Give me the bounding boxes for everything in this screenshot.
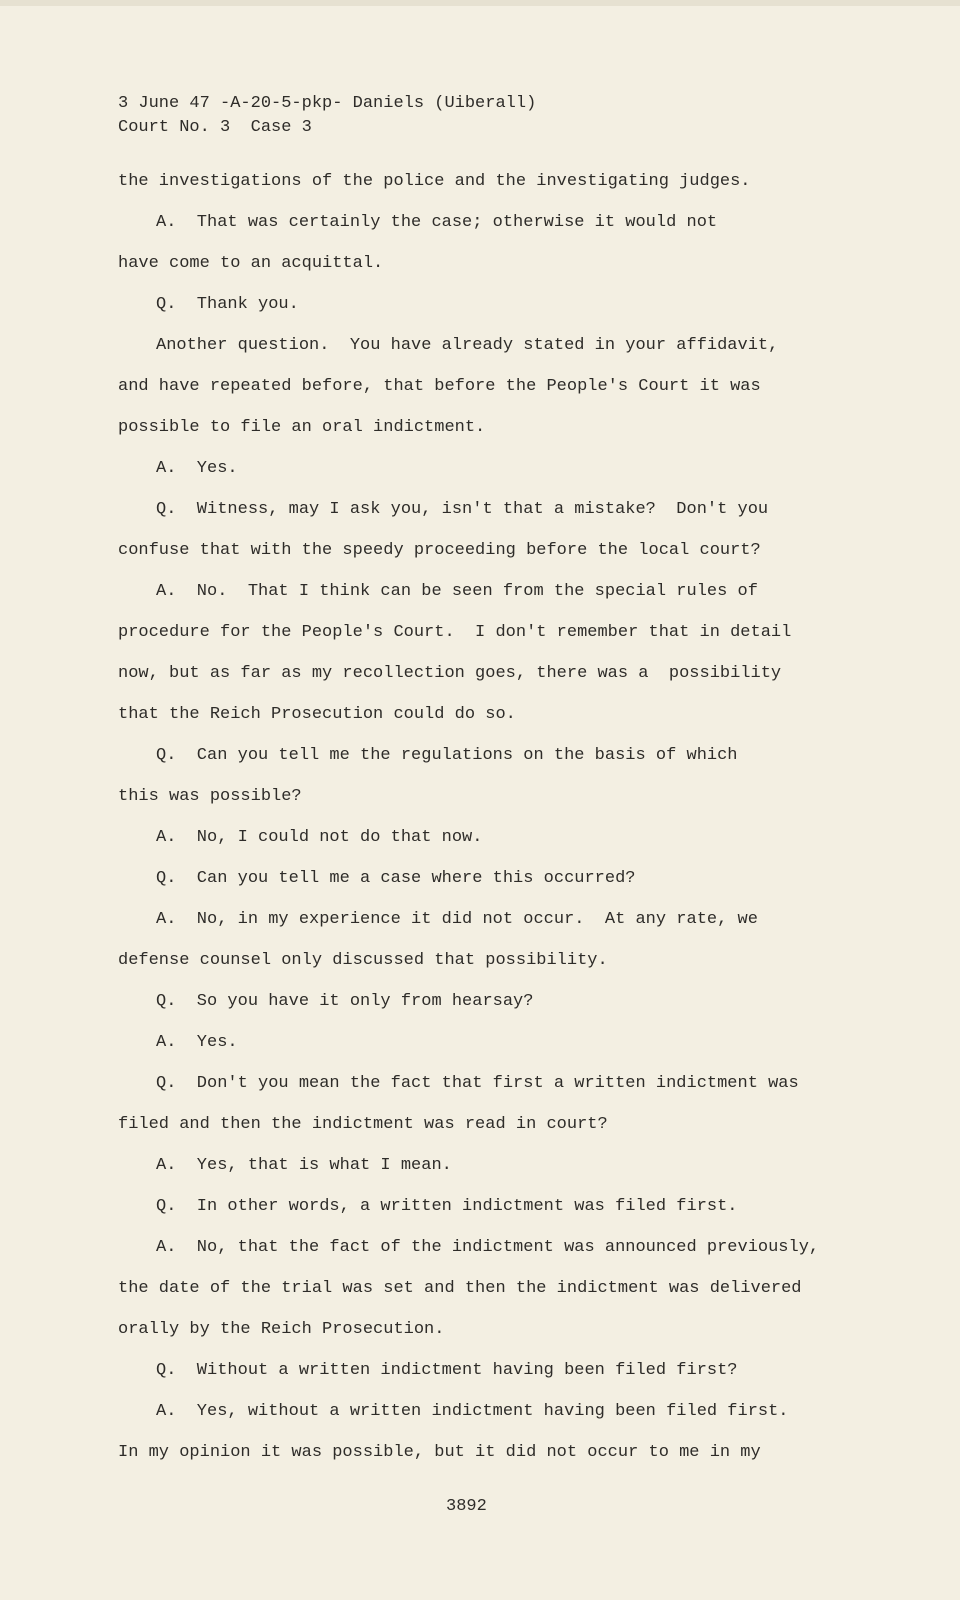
text-line: orally by the Reich Prosecution. — [118, 1320, 445, 1339]
text-line: A. Yes. — [156, 1033, 238, 1052]
page-top-edge — [0, 0, 960, 6]
text-line: A. Yes, without a written indictment having been filed first. — [156, 1402, 789, 1421]
text-line: Another question. You have already stated in your affidavit, — [156, 336, 779, 355]
header-date-line: 3 June 47 -A-20-5-pkp- Daniels (Uiberall) — [118, 94, 537, 113]
text-line: Q. Witness, may I ask you, isn't that a mistake? Don't you — [156, 500, 769, 519]
text-line: A. Yes, that is what I mean. — [156, 1156, 452, 1175]
text-line: and have repeated before, that before the People's Court it was — [118, 377, 761, 396]
text-line: Q. Can you tell me a case where this occurred? — [156, 869, 636, 888]
text-line: defense counsel only discussed that possibility. — [118, 951, 608, 970]
text-line: Q. So you have it only from hearsay? — [156, 992, 534, 1011]
text-line: A. No, in my experience it did not occur. At any rate, we — [156, 910, 758, 929]
text-line: Q. Thank you. — [156, 295, 299, 314]
text-line: the investigations of the police and the investigating judges. — [118, 172, 751, 191]
text-line: confuse that with the speedy proceeding before the local court? — [118, 541, 761, 560]
text-line: possible to file an oral indictment. — [118, 418, 486, 437]
text-line: A. No. That I think can be seen from the special rules of — [156, 582, 758, 601]
text-line: filed and then the indictment was read in court? — [118, 1115, 608, 1134]
text-line: A. That was certainly the case; otherwise it would not — [156, 213, 718, 232]
text-line: Q. Without a written indictment having been filed first? — [156, 1361, 738, 1380]
header-court-line: Court No. 3 Case 3 — [118, 118, 312, 137]
text-line: procedure for the People's Court. I don't remember that in detail — [118, 623, 792, 642]
text-line: A. No, I could not do that now. — [156, 828, 483, 847]
text-line: Q. Don't you mean the fact that first a written indictment was — [156, 1074, 799, 1093]
text-line: Q. In other words, a written indictment was filed first. — [156, 1197, 738, 1216]
text-line: In my opinion it was possible, but it did not occur to me in my — [118, 1443, 761, 1462]
text-line: the date of the trial was set and then the indictment was delivered — [118, 1279, 802, 1298]
text-line: this was possible? — [118, 787, 302, 806]
text-line: A. No, that the fact of the indictment was announced previously, — [156, 1238, 820, 1257]
text-line: that the Reich Prosecution could do so. — [118, 705, 516, 724]
text-line: A. Yes. — [156, 459, 238, 478]
transcript-header — [118, 92, 536, 140]
text-line: Q. Can you tell me the regulations on the basis of which — [156, 746, 738, 765]
text-line: now, but as far as my recollection goes, there was a possibility — [118, 664, 782, 683]
page-number: 3892 — [446, 1497, 487, 1516]
text-line: have come to an acquittal. — [118, 254, 384, 273]
